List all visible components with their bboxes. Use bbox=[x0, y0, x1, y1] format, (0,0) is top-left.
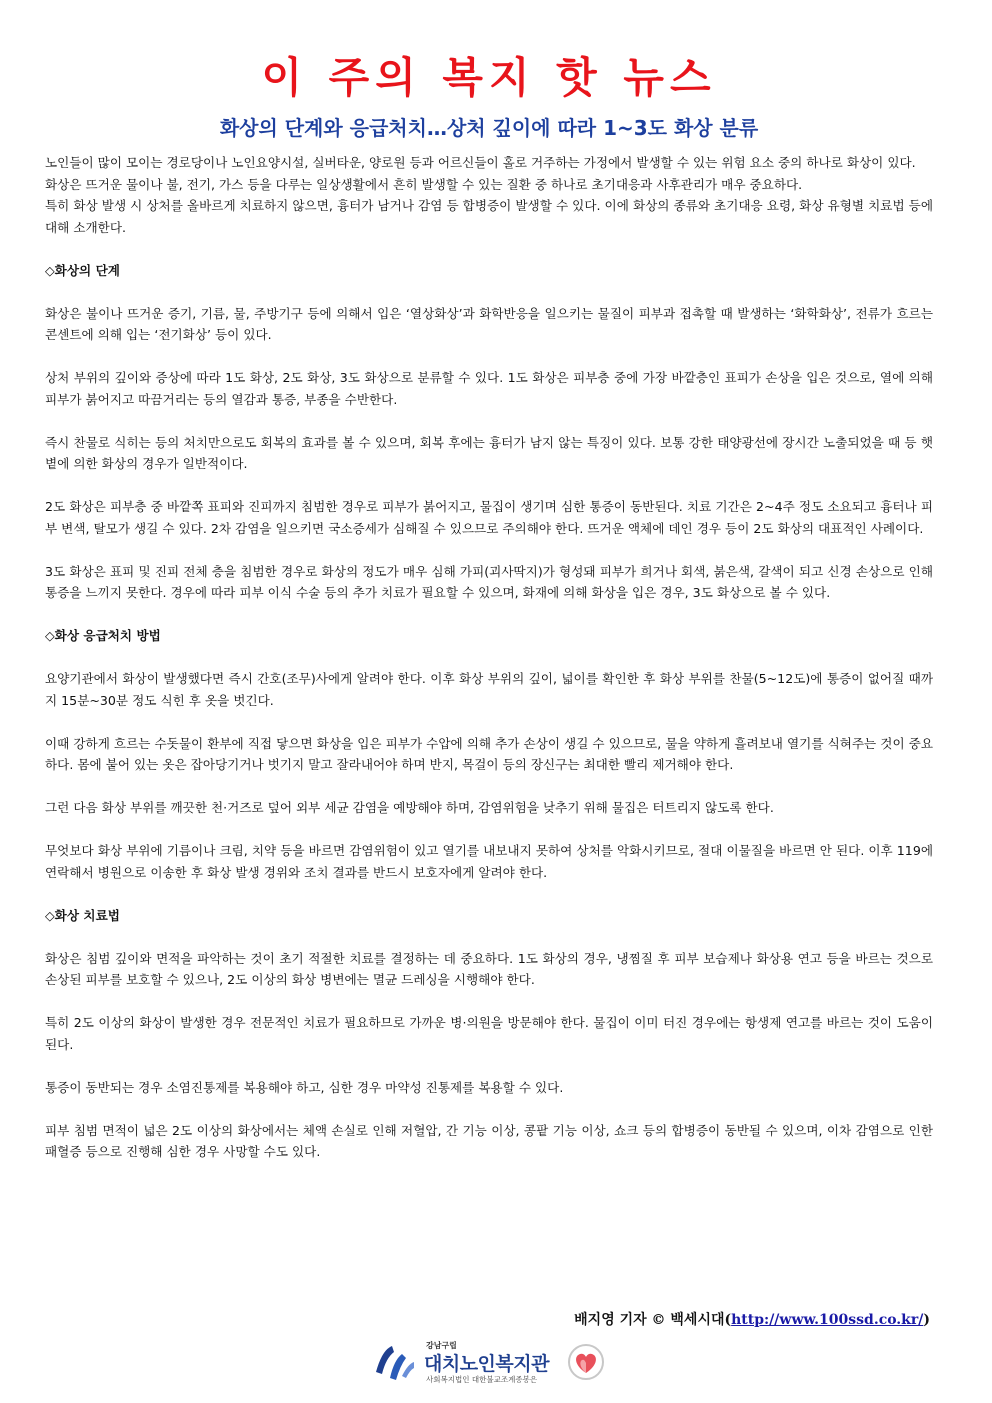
paragraph: 특히 2도 이상의 화상이 발생한 경우 전문적인 치료가 필요하므로 가까운 병·의원을 방문해야 한다. 물집이 이미 터진 경우에는 항생제 연고를 바르는 것이 도움이 된다. bbox=[45, 1015, 933, 1052]
byline-author: 배지영 기자 © 백세시대( bbox=[574, 1312, 732, 1328]
source-link[interactable]: http://www.100ssd.co.kr/ bbox=[731, 1312, 924, 1328]
intro-paragraph: 화상은 뜨거운 물이나 불, 전기, 가스 등을 다루는 일상생활에서 흔히 발생할 수 있는 질환 중 하나로 초기대응과 사후관리가 매우 중요하다. bbox=[45, 176, 803, 192]
article-subtitle: 화상의 단계와 응급처치…상처 깊이에 따라 1~3도 화상 분류 bbox=[219, 116, 759, 140]
section-heading: ◇화상 치료법 bbox=[45, 907, 120, 923]
paragraph: 무엇보다 화상 부위에 기름이나 크림, 치약 등을 바르면 감염위험이 있고 열기를 내보내지 못하여 상처를 악화시키므로, 절대 이물질을 바르면 안 된다. 이후 119에 연락해서 병원으로 이송한 후 화상 발생 경위와 조치 결과를 반드시 보호자에게 알려야 한다. bbox=[45, 843, 933, 880]
section-heading: ◇화상 응급처치 방법 bbox=[45, 628, 161, 643]
welfare-center-logo bbox=[372, 1340, 612, 1386]
paragraph: 요양기관에서 화상이 발생했다면 즉시 간호(조무)사에게 알려야 한다. 이후 화상 부위의 깊이, 넓이를 확인한 후 화상 부위를 찬물(5~12도)에 통증이 없어질 때까지 15분~30분 정도 식힌 후 옷을 벗긴다. bbox=[45, 671, 933, 708]
byline bbox=[574, 1309, 930, 1329]
intro-paragraph: 특히 화상 발생 시 상처를 올바르게 치료하지 않으면, 흉터가 남거나 감염 등 합병증이 발생할 수 있다. 이에 화상의 종류와 초기대응 요령, 화상 유형별 치료법 등에 대해 소개한다. bbox=[45, 198, 933, 235]
article bbox=[45, 52, 933, 1163]
paragraph: 상처 부위의 깊이와 증상에 따라 1도 화상, 2도 화상, 3도 화상으로 분류할 수 있다. 1도 화상은 피부층 중에 가장 바깥층인 표피가 손상을 입은 것으로, 열에 의해 피부가 붉어지고 따끔거리는 등의 열감과 통증, 부종을 수반한다. bbox=[45, 370, 933, 407]
byline-close: ) bbox=[923, 1312, 930, 1328]
logo-subtitle: 사회복지법인 대한불교조계종봉은 bbox=[426, 1375, 538, 1384]
paragraph: 화상은 불이나 뜨거운 증기, 기름, 물, 주방기구 등에 의해서 입은 ‘열상화상’과 화학반응을 일으키는 물질이 피부과 접촉할 때 발생하는 ‘화학화상’, 전류가 흐르는 콘센트에 의해 입는 ‘전기화상’ 등이 있다. bbox=[45, 305, 933, 342]
page-title: 이 주의 복지 핫 뉴스 bbox=[261, 53, 717, 102]
paragraph: 그런 다음 화상 부위를 깨끗한 천·거즈로 덮어 외부 세균 감염을 예방해야 하며, 감염위험을 낮추기 위해 물집은 터트리지 않도록 한다. bbox=[45, 800, 774, 815]
logo-mark-icon bbox=[372, 1342, 416, 1382]
intro-paragraph: 노인들이 많이 모이는 경로당이나 노인요양시설, 실버타운, 양로원 등과 어르신들이 홀로 거주하는 가정에서 발생할 수 있는 위험 요소 중의 하나로 화상이 있다. bbox=[45, 155, 916, 170]
paragraph: 2도 화상은 피부층 중 바깥쪽 표피와 진피까지 침범한 경우로 피부가 붉어지고, 물집이 생기며 심한 통증이 동반된다. 치료 기간은 2~4주 정도 소요되고 흉터나 피부 변색, 탈모가 생길 수 있다. 2차 감염을 일으키면 국소증세가 심해질 수 있으므로 주의해야 한다. 뜨거운 액체에 데인 경우 등이 2도 화상의 대표적인 사례이다. bbox=[45, 499, 933, 536]
paragraph: 이때 강하게 흐르는 수돗물이 환부에 직접 닿으면 화상을 입은 피부가 수압에 의해 추가 손상이 생길 수 있으므로, 물을 약하게 흘려보내 열기를 식혀주는 것이 중요하다. 몸에 붙어 있는 옷은 잡아당기거나 벗기지 말고 잘라내어야 하며 반지, 목걸이 등의 장신구는 최대한 빨리 제거해야 한다. bbox=[45, 735, 933, 772]
logo-name: 대치노인복지관 bbox=[424, 1353, 549, 1375]
paragraph: 즉시 찬물로 식히는 등의 처치만으로도 회복의 효과를 볼 수 있으며, 회복 후에는 흉터가 남지 않는 특징이 있다. 보통 강한 태양광선에 장시간 노출되었을 때 등 햇볕에 의한 화상의 경우가 일반적이다. bbox=[45, 434, 933, 471]
article-body bbox=[45, 152, 933, 1163]
logo-district-label: 강남구립 bbox=[426, 1341, 457, 1350]
paragraph: 3도 화상은 표피 및 진피 전체 층을 침범한 경우로 화상의 정도가 매우 심해 가피(괴사딱지)가 형성돼 피부가 희거나 회색, 붉은색, 갈색이 되고 신경 손상으로 인해 통증을 느끼지 못한다. 경우에 따라 피부 이식 수술 등의 추가 치료가 필요할 수 있으며, 화재에 의해 화상을 입은 경우, 3도 화상으로 볼 수 있다. bbox=[45, 563, 933, 600]
paragraph: 피부 침범 면적이 넓은 2도 이상의 화상에서는 체액 손실로 인해 저혈압, 간 기능 이상, 콩팥 기능 이상, 쇼크 등의 합병증이 동반될 수 있으며, 이차 감염으로 인한 패혈증 등으로 진행해 심한 경우 사망할 수도 있다. bbox=[45, 1122, 933, 1159]
paragraph: 통증이 동반되는 경우 소염진통제를 복용해야 하고, 심한 경우 마약성 진통제를 복용할 수 있다. bbox=[45, 1079, 564, 1095]
section-heading: ◇화상의 단계 bbox=[45, 262, 120, 278]
paragraph: 화상은 침범 깊이와 면적을 파악하는 것이 초기 적절한 치료를 결정하는 데 중요하다. 1도 화상의 경우, 냉찜질 후 피부 보습제나 화상용 연고 등을 바르는 것으로 손상된 피부를 보호할 수 있으나, 2도 이상의 화상 병변에는 멸균 드레싱을 시행해야 한다. bbox=[45, 950, 933, 987]
heart-emblem-icon bbox=[566, 1342, 606, 1382]
